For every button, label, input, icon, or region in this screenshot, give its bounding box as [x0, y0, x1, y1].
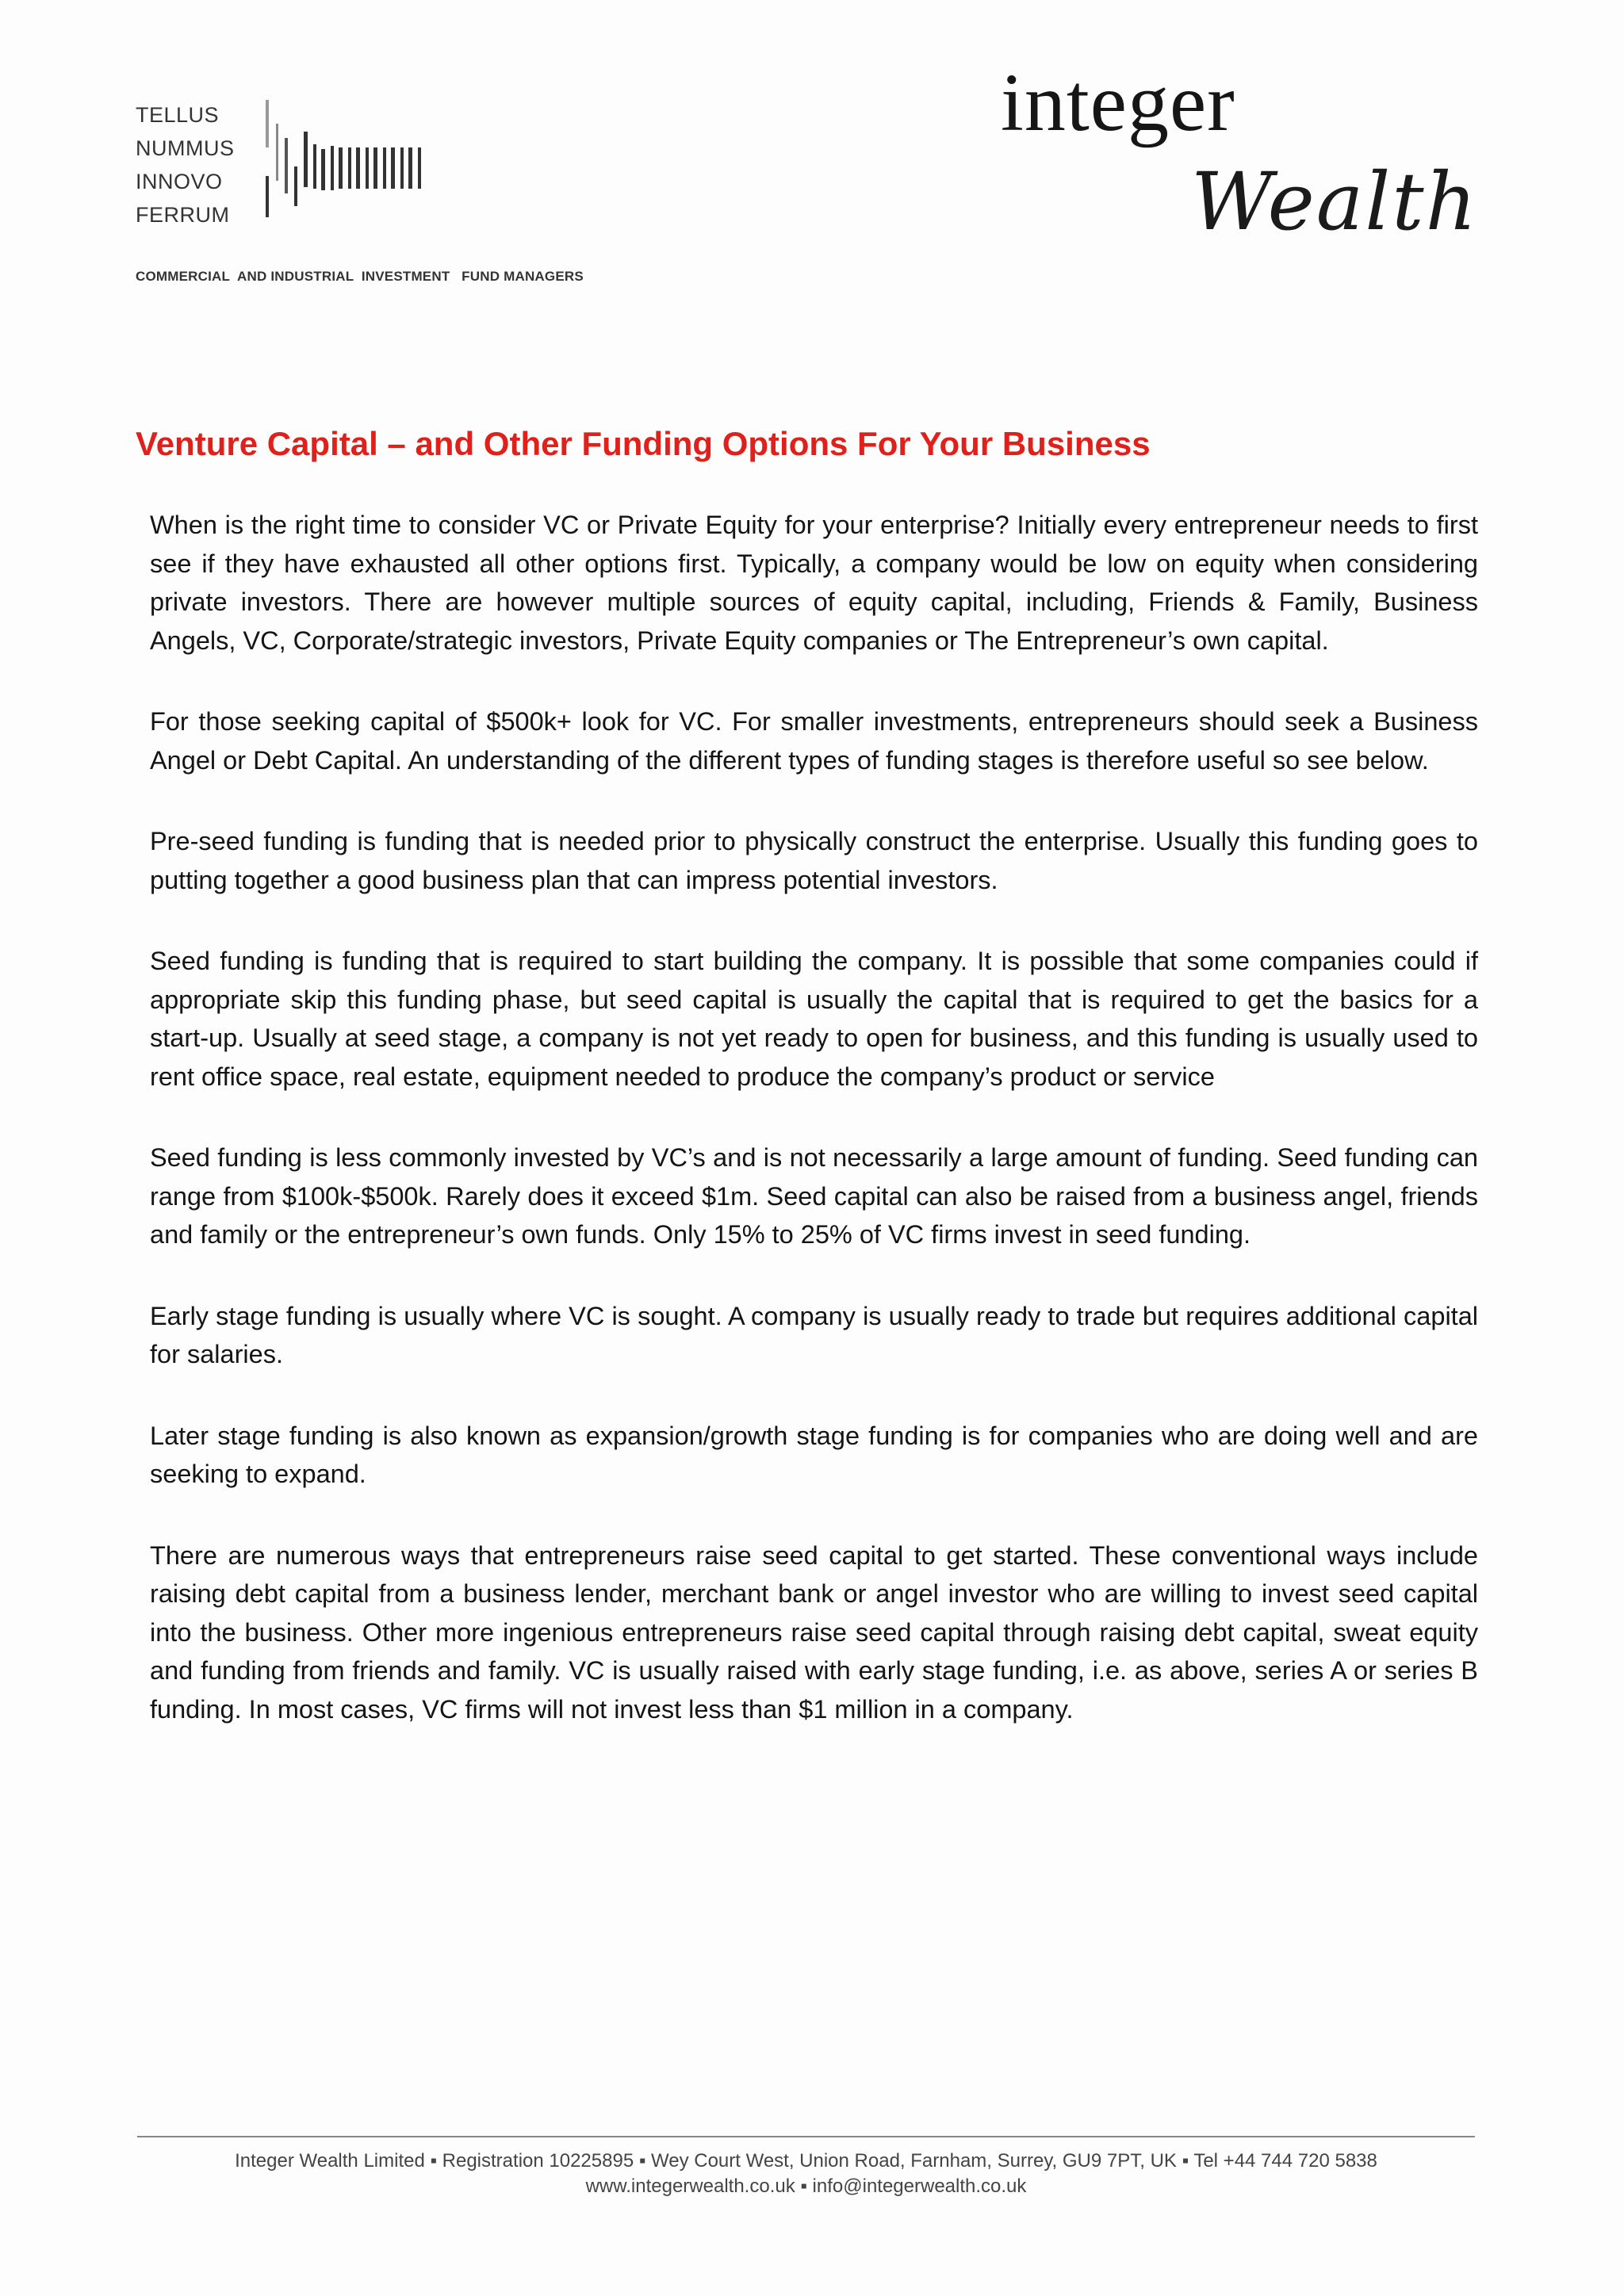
- paragraph-seed: Seed funding is funding that is required to start building the company. It is possible that some companies could if appropriate skip this funding phase, but seed capital is usually the capital that is required to get the basics for a start-up. Usually at seed stage, a company is not yet ready to open for business, and this funding is usually used to rent office space, real estate, equipment needed to produce the company’s product or service: [150, 947, 1478, 1091]
- company-tagline: COMMERCIAL AND INDUSTRIAL INVESTMENT FUND MANAGERS: [136, 269, 584, 284]
- paragraph-capital-size: For those seeking capital of $500k+ look for VC. For smaller investments, entrepreneurs should seek a Business Angel or Debt Capital. An understanding of the different types of funding stages is therefore useful so see below.: [150, 707, 1478, 775]
- motto-line-4: FERRUM: [136, 203, 230, 227]
- footer-divider: [137, 2136, 1475, 2137]
- footer-company-details: Integer Wealth Limited ▪ Registration 10225895 ▪ Wey Court West, Union Road, Farnham, Surrey, GU9 7PT, UK ▪ Tel +44 744 720 5838: [235, 2150, 1377, 2172]
- motto-line-3: INNOVO: [136, 170, 223, 193]
- paragraph-early-stage: Early stage funding is usually where VC is sought. A company is usually ready to trade but requires additional capital for salaries.: [150, 1301, 1478, 1368]
- footer: [137, 2149, 1475, 2199]
- motto-line-2: NUMMUS: [136, 136, 235, 160]
- motto-line-1: TELLUS: [136, 103, 220, 127]
- footer-contact-links[interactable]: www.integerwealth.co.uk ▪ info@integerwealth.co.uk: [585, 2175, 1027, 2197]
- document-title: Venture Capital – and Other Funding Options For Your Business: [136, 425, 1151, 462]
- paragraph-pre-seed: Pre-seed funding is funding that is needed prior to physically construct the enterprise. Usually this funding goes to putting together a good business plan that can impress potential investors.: [150, 827, 1478, 894]
- paragraph-intro: When is the right time to consider VC or Private Equity for your enterprise? Initially every entrepreneur needs to first see if they have exhausted all other options first. Typically, a company would be low on equity when considering private investors. There are however multiple sources of equity capital, including, Friends & Family, Business Angels, VC, Corporate/strategic investors, Private Equity companies or The Entrepreneur’s own capital.: [150, 511, 1478, 655]
- paragraph-seed-amounts: Seed funding is less commonly invested by VC’s and is not necessarily a large amount of funding. Seed funding can range from $100k-$500k. Rarely does it exceed $1m. Seed capital can also be raised from a business angel, friends and family or the entrepreneur’s own funds. Only 15% to 25% of VC firms invest in seed funding.: [150, 1143, 1478, 1249]
- wealth-logo-text: Wealth: [1191, 155, 1478, 248]
- integer-logo-text: integer: [1001, 57, 1235, 148]
- paragraph-raising-seed: There are numerous ways that entrepreneurs raise seed capital to get started. These conventional ways include raising debt capital from a business lender, merchant bank or angel investor who are willing to invest seed capital into the business. Other more ingenious entrepreneurs raise seed capital through raising debt capital, sweat equity and funding from friends and family. VC is usually raised with early stage funding, i.e. as above, series A or series B funding. In most cases, VC firms will not invest less than $1 million in a company.: [150, 1540, 1478, 1724]
- paragraph-later-stage: Later stage funding is also known as expansion/growth stage funding is for companies who are doing well and are seeking to expand.: [150, 1421, 1478, 1488]
- document-body: [150, 506, 1478, 1728]
- company-motto: [136, 98, 235, 232]
- barcode-logo-icon: [266, 100, 432, 220]
